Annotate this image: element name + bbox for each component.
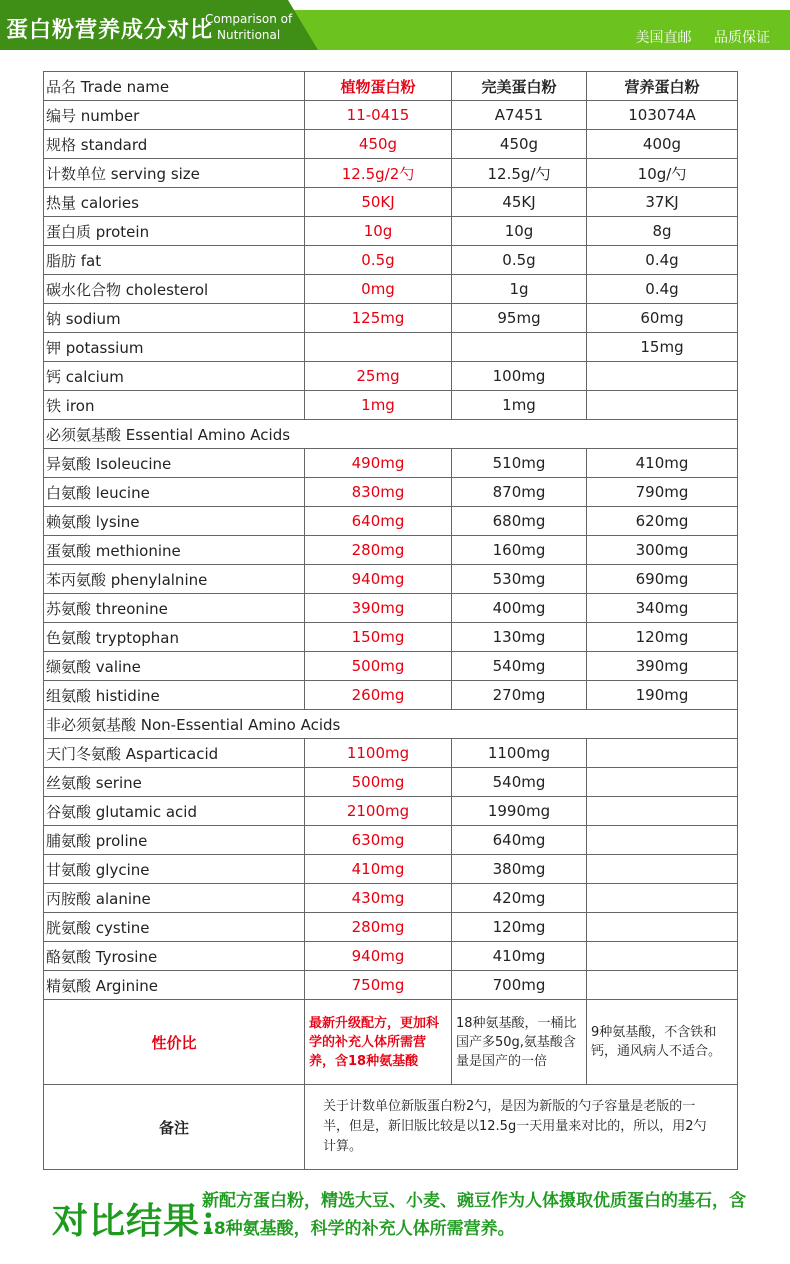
header-plant-protein: 植物蛋白粉 (305, 72, 452, 101)
table-row (44, 217, 738, 246)
table-row (44, 739, 738, 768)
cell-plant-protein: 125mg (305, 304, 452, 333)
section-nonessential-amino-acids (44, 710, 738, 739)
cell-perfect-protein: 120mg (452, 913, 587, 942)
result-label: 对比结果： (52, 1201, 238, 1242)
cell-nutrition-protein (587, 768, 738, 797)
table-row (44, 536, 738, 565)
cell-plant-protein: 450g (305, 130, 452, 159)
row-label: 甘氨酸 glycine (44, 855, 305, 884)
cell-perfect-protein: 1g (452, 275, 587, 304)
table-row (44, 362, 738, 391)
subtitle-line-1: Comparison of (205, 12, 293, 26)
cell-plant-protein: 150mg (305, 623, 452, 652)
cell-perfect-protein: 530mg (452, 565, 587, 594)
cell-plant-protein: 1100mg (305, 739, 452, 768)
cell-plant-protein: 0mg (305, 275, 452, 304)
cell-perfect-protein: 510mg (452, 449, 587, 478)
table-row (44, 855, 738, 884)
cell-perfect-protein: 420mg (452, 884, 587, 913)
row-label: 蛋白质 protein (44, 217, 305, 246)
cell-nutrition-protein (587, 797, 738, 826)
comparison-table (43, 71, 738, 1170)
table-row (44, 507, 738, 536)
cell-nutrition-protein: 0.4g (587, 246, 738, 275)
table-row (44, 971, 738, 1000)
cell-plant-protein: 0.5g (305, 246, 452, 275)
cell-plant-protein: 630mg (305, 826, 452, 855)
table-row (44, 333, 738, 362)
row-label: 铁 iron (44, 391, 305, 420)
cell-perfect-protein: 680mg (452, 507, 587, 536)
remarks-row (44, 1085, 738, 1170)
table-row (44, 913, 738, 942)
row-label: 热量 calories (44, 188, 305, 217)
table-row (44, 652, 738, 681)
cell-perfect-protein: 540mg (452, 652, 587, 681)
table-row (44, 623, 738, 652)
row-label: 脯氨酸 proline (44, 826, 305, 855)
row-label: 丙胺酸 alanine (44, 884, 305, 913)
row-label: 钠 sodium (44, 304, 305, 333)
cell-perfect-protein: 870mg (452, 478, 587, 507)
cell-plant-protein: 490mg (305, 449, 452, 478)
page-subtitle (205, 11, 292, 43)
table-row (44, 681, 738, 710)
cell-perfect-protein: 45KJ (452, 188, 587, 217)
table-row (44, 246, 738, 275)
cell-plant-protein: 1mg (305, 391, 452, 420)
cell-nutrition-protein (587, 855, 738, 884)
subtitle-line-2: Nutritional (217, 28, 281, 42)
cell-perfect-protein: 12.5g/勺 (452, 159, 587, 188)
cell-nutrition-protein: 300mg (587, 536, 738, 565)
row-label: 苯丙氨酸 phenylalnine (44, 565, 305, 594)
row-label: 蛋氨酸 methionine (44, 536, 305, 565)
cell-plant-protein: 25mg (305, 362, 452, 391)
cell-plant-protein: 940mg (305, 565, 452, 594)
table-row (44, 942, 738, 971)
cell-nutrition-protein (587, 913, 738, 942)
cell-plant-protein: 500mg (305, 768, 452, 797)
cell-nutrition-protein: 103074A (587, 101, 738, 130)
row-label: 天门冬氨酸 Asparticacid (44, 739, 305, 768)
cell-perfect-protein: 270mg (452, 681, 587, 710)
header-trade-name: 品名 Trade name (44, 72, 305, 101)
cell-perfect-protein: 1mg (452, 391, 587, 420)
cell-nutrition-protein: 390mg (587, 652, 738, 681)
table-row (44, 565, 738, 594)
cell-plant-protein: 2100mg (305, 797, 452, 826)
cell-nutrition-protein: 790mg (587, 478, 738, 507)
page-title: 蛋白粉营养成分对比 (6, 18, 214, 43)
cell-nutrition-protein (587, 826, 738, 855)
cell-nutrition-protein: 120mg (587, 623, 738, 652)
cell-perfect-protein: 100mg (452, 362, 587, 391)
header-perfect-protein: 完美蛋白粉 (452, 72, 587, 101)
cell-plant-protein: 410mg (305, 855, 452, 884)
remarks-cell: 关于计数单位新版蛋白粉2勺，是因为新版的勺子容量是老版的一半，但是，新旧版比较是以12.5g一天用量来对比的，所以，用2勺计算。 (305, 1085, 738, 1170)
cell-perfect-protein: 10g (452, 217, 587, 246)
cell-plant-protein (305, 333, 452, 362)
cell-perfect-protein: 380mg (452, 855, 587, 884)
cell-plant-protein: 280mg (305, 913, 452, 942)
row-label: 色氨酸 tryptophan (44, 623, 305, 652)
cell-plant-protein: 430mg (305, 884, 452, 913)
header-badges (618, 27, 770, 47)
cell-nutrition-protein (587, 884, 738, 913)
comparison-result (52, 1185, 772, 1245)
value-nutrition-protein: 9种氨基酸，不含铁和钙，通风病人不适合。 (587, 1000, 738, 1085)
table-row (44, 188, 738, 217)
row-label: 碳水化合物 cholesterol (44, 275, 305, 304)
cell-plant-protein: 500mg (305, 652, 452, 681)
cell-plant-protein: 280mg (305, 536, 452, 565)
row-label: 胱氨酸 cystine (44, 913, 305, 942)
row-label: 异氨酸 Isoleucine (44, 449, 305, 478)
row-label: 丝氨酸 serine (44, 768, 305, 797)
cell-plant-protein: 830mg (305, 478, 452, 507)
cell-perfect-protein: 400mg (452, 594, 587, 623)
cell-plant-protein: 10g (305, 217, 452, 246)
cell-nutrition-protein: 410mg (587, 449, 738, 478)
cell-nutrition-protein (587, 739, 738, 768)
badge-direct-mail: 美国直邮 (635, 30, 692, 46)
table-row (44, 594, 738, 623)
row-label: 谷氨酸 glutamic acid (44, 797, 305, 826)
cell-nutrition-protein: 10g/勺 (587, 159, 738, 188)
row-label: 缬氨酸 valine (44, 652, 305, 681)
header-nutrition-protein: 营养蛋白粉 (587, 72, 738, 101)
result-text: 新配方蛋白粉，精选大豆、小麦、豌豆作为人体摄取优质蛋白的基石，含18种氨基酸，科学的补充人体所需营养。 (202, 1191, 746, 1239)
badge-quality: 品质保证 (714, 30, 770, 46)
row-label: 组氨酸 histidine (44, 681, 305, 710)
cell-nutrition-protein (587, 971, 738, 1000)
value-plant-protein: 最新升级配方，更加科学的补充人体所需营养，含18种氨基酸 (305, 1000, 452, 1085)
table-row (44, 130, 738, 159)
cell-nutrition-protein: 60mg (587, 304, 738, 333)
value-for-money-row (44, 1000, 738, 1085)
table-row (44, 884, 738, 913)
table-row (44, 101, 738, 130)
row-label: 精氨酸 Arginine (44, 971, 305, 1000)
cell-perfect-protein: 410mg (452, 942, 587, 971)
row-label: 脂肪 fat (44, 246, 305, 275)
cell-plant-protein: 640mg (305, 507, 452, 536)
cell-nutrition-protein (587, 362, 738, 391)
section-essential-amino-acids (44, 420, 738, 449)
remarks-label: 备注 (44, 1085, 305, 1170)
row-label: 白氨酸 leucine (44, 478, 305, 507)
row-label: 苏氨酸 threonine (44, 594, 305, 623)
row-label: 规格 standard (44, 130, 305, 159)
cell-plant-protein: 50KJ (305, 188, 452, 217)
cell-perfect-protein: 540mg (452, 768, 587, 797)
table-row (44, 275, 738, 304)
cell-plant-protein: 11-0415 (305, 101, 452, 130)
table-row (44, 391, 738, 420)
row-label: 酪氨酸 Tyrosine (44, 942, 305, 971)
row-label: 编号 number (44, 101, 305, 130)
cell-nutrition-protein: 690mg (587, 565, 738, 594)
table-row (44, 768, 738, 797)
table-header-row (44, 72, 738, 101)
cell-nutrition-protein: 15mg (587, 333, 738, 362)
table-row (44, 797, 738, 826)
row-label: 钙 calcium (44, 362, 305, 391)
cell-nutrition-protein (587, 391, 738, 420)
cell-nutrition-protein: 37KJ (587, 188, 738, 217)
cell-perfect-protein: 1990mg (452, 797, 587, 826)
row-label: 赖氨酸 lysine (44, 507, 305, 536)
cell-nutrition-protein: 340mg (587, 594, 738, 623)
cell-nutrition-protein: 400g (587, 130, 738, 159)
cell-plant-protein: 12.5g/2勺 (305, 159, 452, 188)
section-title: 必须氨基酸 Essential Amino Acids (44, 420, 738, 449)
row-label: 钾 potassium (44, 333, 305, 362)
cell-perfect-protein: 130mg (452, 623, 587, 652)
cell-perfect-protein: 700mg (452, 971, 587, 1000)
cell-nutrition-protein (587, 942, 738, 971)
cell-perfect-protein (452, 333, 587, 362)
cell-nutrition-protein: 190mg (587, 681, 738, 710)
cell-plant-protein: 260mg (305, 681, 452, 710)
cell-perfect-protein: 0.5g (452, 246, 587, 275)
page-header (0, 0, 790, 58)
cell-perfect-protein: A7451 (452, 101, 587, 130)
cell-perfect-protein: 95mg (452, 304, 587, 333)
cell-perfect-protein: 450g (452, 130, 587, 159)
section-title: 非必须氨基酸 Non-Essential Amino Acids (44, 710, 738, 739)
cell-plant-protein: 390mg (305, 594, 452, 623)
cell-nutrition-protein: 620mg (587, 507, 738, 536)
cell-perfect-protein: 640mg (452, 826, 587, 855)
row-label: 计数单位 serving size (44, 159, 305, 188)
value-for-money-label: 性价比 (44, 1000, 305, 1085)
cell-plant-protein: 940mg (305, 942, 452, 971)
cell-perfect-protein: 160mg (452, 536, 587, 565)
table-row (44, 478, 738, 507)
table-row (44, 159, 738, 188)
value-perfect-protein: 18种氨基酸，一桶比国产多50g,氨基酸含量是国产的一倍 (452, 1000, 587, 1085)
cell-nutrition-protein: 8g (587, 217, 738, 246)
cell-nutrition-protein: 0.4g (587, 275, 738, 304)
table-row (44, 826, 738, 855)
table-row (44, 304, 738, 333)
table-row (44, 449, 738, 478)
cell-perfect-protein: 1100mg (452, 739, 587, 768)
cell-plant-protein: 750mg (305, 971, 452, 1000)
